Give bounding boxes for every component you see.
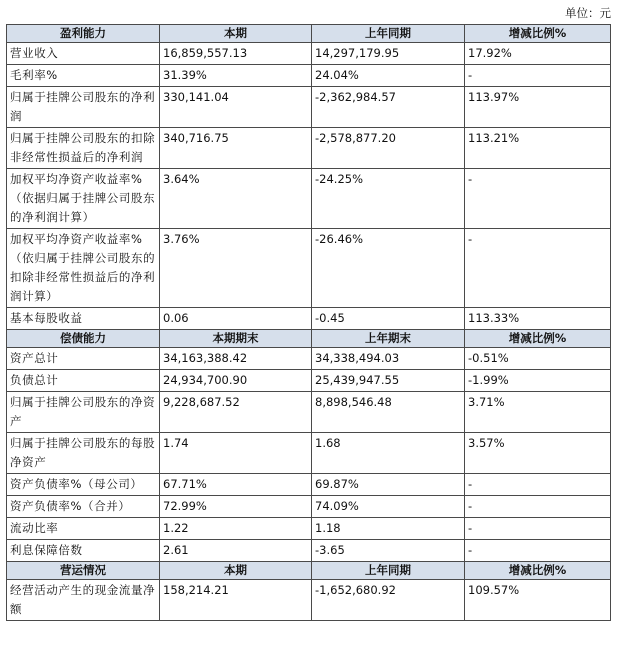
current-value: 2.61 — [160, 540, 312, 562]
header-cell: 本期期末 — [160, 330, 312, 348]
table-row — [7, 43, 611, 65]
change-value: - — [465, 518, 611, 540]
current-value: 340,716.75 — [160, 128, 312, 169]
previous-value: -3.65 — [312, 540, 465, 562]
previous-value: -26.46% — [312, 229, 465, 308]
change-value: 3.57% — [465, 433, 611, 474]
change-value: 113.97% — [465, 87, 611, 128]
previous-value: -2,362,984.57 — [312, 87, 465, 128]
header-cell: 增减比例% — [465, 330, 611, 348]
row-label: 经营活动产生的现金流量净额 — [7, 580, 160, 621]
section-header-solvency — [7, 330, 611, 348]
current-value: 3.64% — [160, 169, 312, 229]
table-row — [7, 169, 611, 229]
change-value: -1.99% — [465, 370, 611, 392]
previous-value: 1.68 — [312, 433, 465, 474]
previous-value: 34,338,494.03 — [312, 348, 465, 370]
table-row — [7, 580, 611, 621]
section-header-profitability — [7, 25, 611, 43]
table-row — [7, 128, 611, 169]
change-value: 113.33% — [465, 308, 611, 330]
current-value: 1.22 — [160, 518, 312, 540]
table-row — [7, 65, 611, 87]
previous-value: -2,578,877.20 — [312, 128, 465, 169]
row-label: 资产总计 — [7, 348, 160, 370]
current-value: 67.71% — [160, 474, 312, 496]
unit-label: 单位：元 — [565, 6, 611, 20]
table-row — [7, 87, 611, 128]
current-value: 330,141.04 — [160, 87, 312, 128]
change-value: - — [465, 65, 611, 87]
header-cell: 上年同期 — [312, 25, 465, 43]
row-label: 资产负债率%（合并） — [7, 496, 160, 518]
header-cell: 增减比例% — [465, 25, 611, 43]
table-row — [7, 308, 611, 330]
header-cell: 盈利能力 — [7, 25, 160, 43]
current-value: 0.06 — [160, 308, 312, 330]
change-value: - — [465, 229, 611, 308]
table-row — [7, 229, 611, 308]
header-cell: 上年同期 — [312, 562, 465, 580]
row-label: 毛利率% — [7, 65, 160, 87]
current-value: 72.99% — [160, 496, 312, 518]
current-value: 16,859,557.13 — [160, 43, 312, 65]
change-value: 109.57% — [465, 580, 611, 621]
row-label: 流动比率 — [7, 518, 160, 540]
row-label: 资产负债率%（母公司） — [7, 474, 160, 496]
change-value: - — [465, 540, 611, 562]
row-label: 基本每股收益 — [7, 308, 160, 330]
previous-value: -24.25% — [312, 169, 465, 229]
financial-indicators-table — [6, 24, 611, 621]
section-header-operations — [7, 562, 611, 580]
table-row — [7, 474, 611, 496]
previous-value: 24.04% — [312, 65, 465, 87]
previous-value: -0.45 — [312, 308, 465, 330]
previous-value: 14,297,179.95 — [312, 43, 465, 65]
change-value: - — [465, 169, 611, 229]
change-value: -0.51% — [465, 348, 611, 370]
table-row — [7, 433, 611, 474]
row-label: 负债总计 — [7, 370, 160, 392]
previous-value: 1.18 — [312, 518, 465, 540]
previous-value: 8,898,546.48 — [312, 392, 465, 433]
change-value: 17.92% — [465, 43, 611, 65]
current-value: 24,934,700.90 — [160, 370, 312, 392]
header-cell: 增减比例% — [465, 562, 611, 580]
table-row — [7, 348, 611, 370]
current-value: 31.39% — [160, 65, 312, 87]
previous-value: 74.09% — [312, 496, 465, 518]
row-label: 利息保障倍数 — [7, 540, 160, 562]
current-value: 1.74 — [160, 433, 312, 474]
change-value: 113.21% — [465, 128, 611, 169]
table-row — [7, 392, 611, 433]
previous-value: -1,652,680.92 — [312, 580, 465, 621]
current-value: 9,228,687.52 — [160, 392, 312, 433]
header-cell: 营运情况 — [7, 562, 160, 580]
change-value: 3.71% — [465, 392, 611, 433]
previous-value: 69.87% — [312, 474, 465, 496]
header-cell: 本期 — [160, 562, 312, 580]
row-label: 营业收入 — [7, 43, 160, 65]
row-label: 归属于挂牌公司股东的净资产 — [7, 392, 160, 433]
row-label: 加权平均净资产收益率%（依据归属于挂牌公司股东的净利润计算） — [7, 169, 160, 229]
row-label: 归属于挂牌公司股东的扣除非经常性损益后的净利润 — [7, 128, 160, 169]
current-value: 158,214.21 — [160, 580, 312, 621]
table-row — [7, 370, 611, 392]
table-row — [7, 540, 611, 562]
current-value: 3.76% — [160, 229, 312, 308]
table-row — [7, 496, 611, 518]
row-label: 归属于挂牌公司股东的净利润 — [7, 87, 160, 128]
row-label: 加权平均净资产收益率%（依归属于挂牌公司股东的扣除非经常性损益后的净利润计算） — [7, 229, 160, 308]
table-row — [7, 518, 611, 540]
previous-value: 25,439,947.55 — [312, 370, 465, 392]
change-value: - — [465, 474, 611, 496]
header-cell: 本期 — [160, 25, 312, 43]
current-value: 34,163,388.42 — [160, 348, 312, 370]
header-cell: 上年期末 — [312, 330, 465, 348]
header-cell: 偿债能力 — [7, 330, 160, 348]
row-label: 归属于挂牌公司股东的每股净资产 — [7, 433, 160, 474]
change-value: - — [465, 496, 611, 518]
